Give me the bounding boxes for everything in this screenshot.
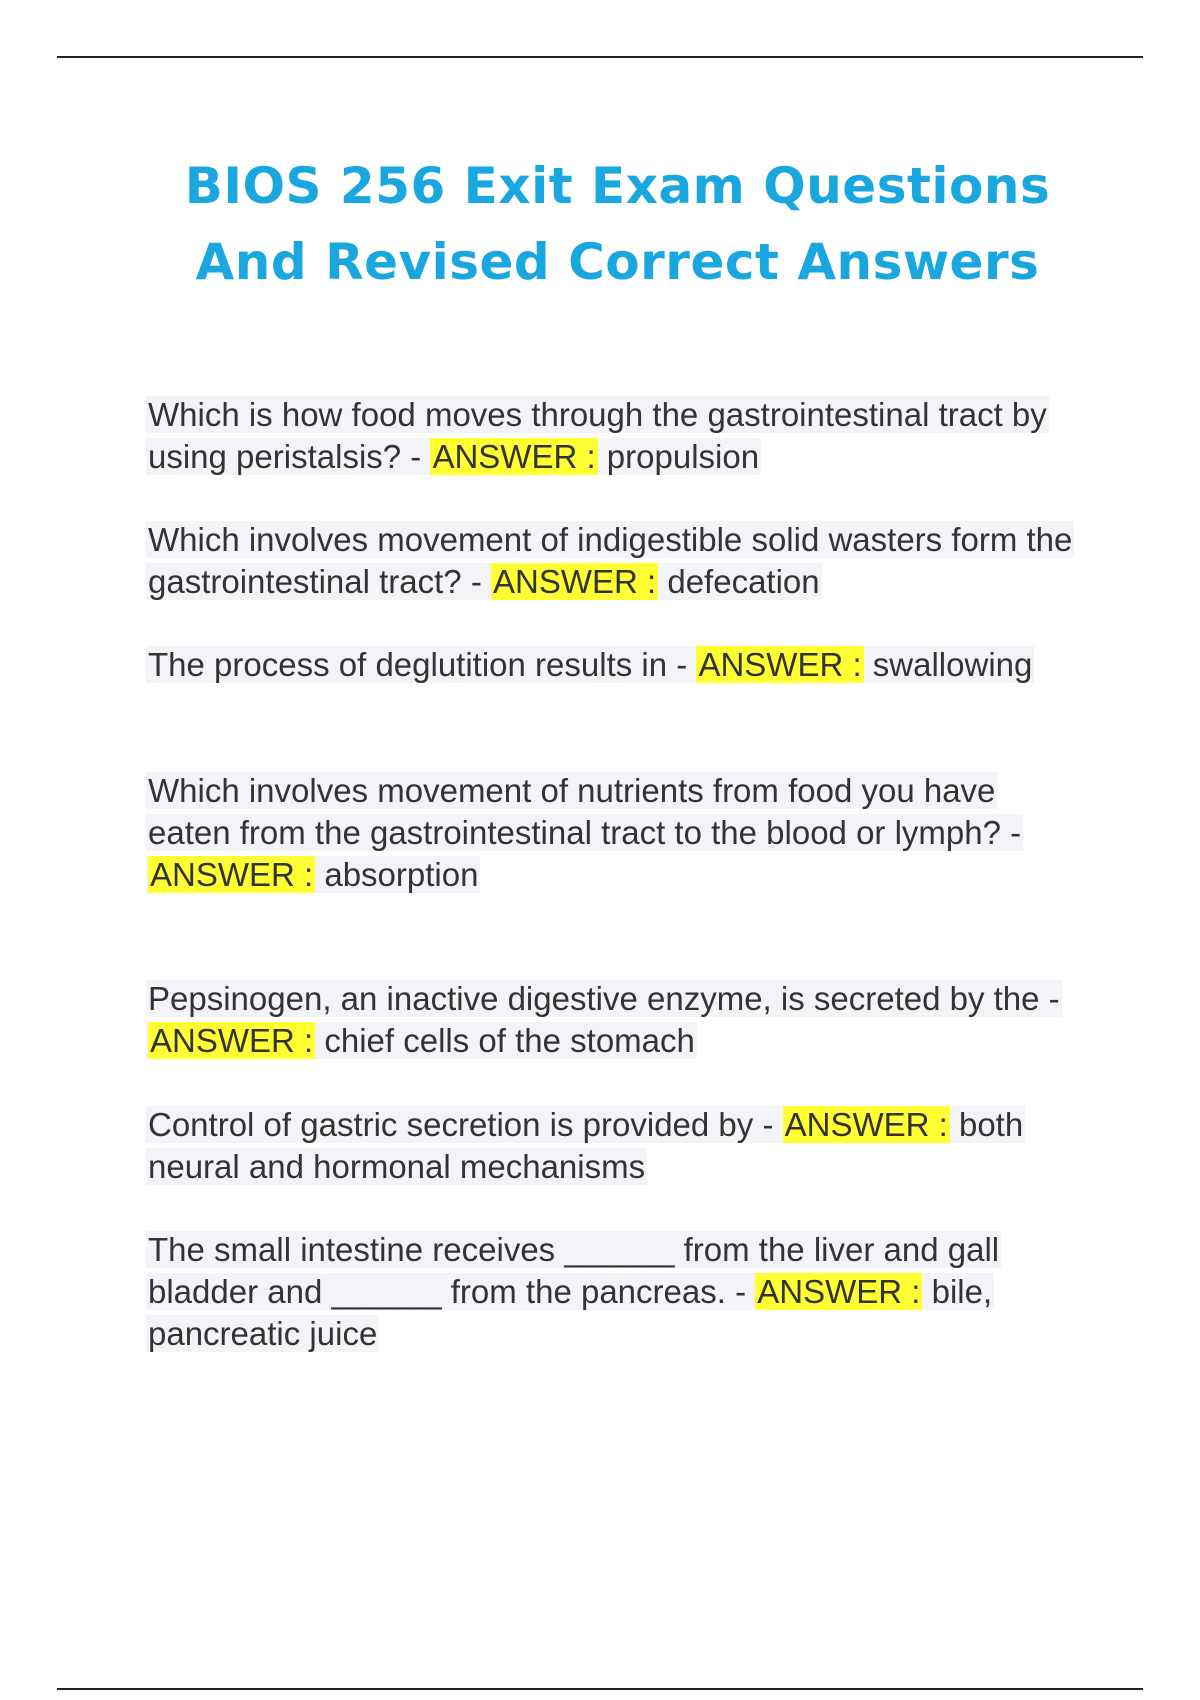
- answer-label: ANSWER :: [150, 1022, 314, 1059]
- answer-label: ANSWER :: [493, 563, 657, 600]
- qa-item-3: [146, 644, 1086, 686]
- answer-text: defecation: [658, 563, 820, 600]
- answer-text: both neural and hormonal mechanisms: [148, 1106, 1024, 1185]
- answer-label: ANSWER :: [432, 438, 596, 475]
- qa-item-7: [146, 1229, 1086, 1355]
- question-text: Control of gastric secretion is provided by -: [148, 1106, 783, 1143]
- answer-text: propulsion: [597, 438, 760, 475]
- answer-text: absorption: [315, 856, 479, 893]
- qa-item-1: [146, 394, 1086, 478]
- bottom-rule: [57, 1688, 1143, 1690]
- qa-item-6: [146, 1104, 1086, 1188]
- title-line-2: And Revised Correct Answers: [195, 233, 1040, 291]
- question-text: Which is how food moves through the gastrointestinal tract by using peristalsis? -: [148, 396, 1047, 475]
- answer-text: bile, pancreatic juice: [148, 1273, 993, 1352]
- question-text: Which involves movement of indigestible solid wasters form the gastrointestinal tract? -: [148, 521, 1073, 600]
- answer-label: ANSWER :: [757, 1273, 921, 1310]
- qa-item-4: [146, 770, 1086, 896]
- answer-label: ANSWER :: [698, 646, 862, 683]
- question-text: The process of deglutition results in -: [148, 646, 697, 683]
- qa-item-2: [146, 519, 1086, 603]
- top-rule: [57, 56, 1143, 58]
- question-text: Which involves movement of nutrients from food you have eaten from the gastrointestinal tract to the blood or lymph? -: [148, 772, 1022, 851]
- qa-item-5: [146, 978, 1086, 1062]
- answer-text: swallowing: [863, 646, 1033, 683]
- answer-label: ANSWER :: [150, 856, 314, 893]
- question-text: Pepsinogen, an inactive digestive enzyme, is secreted by the -: [148, 980, 1060, 1017]
- document-title: [0, 148, 1200, 300]
- answer-label: ANSWER :: [784, 1106, 948, 1143]
- question-text: The small intestine receives ______ from the liver and gall bladder and ______ from the pancreas. -: [148, 1231, 1000, 1310]
- title-line-1: BIOS 256 Exit Exam Questions: [184, 157, 1051, 215]
- answer-text: chief cells of the stomach: [315, 1022, 695, 1059]
